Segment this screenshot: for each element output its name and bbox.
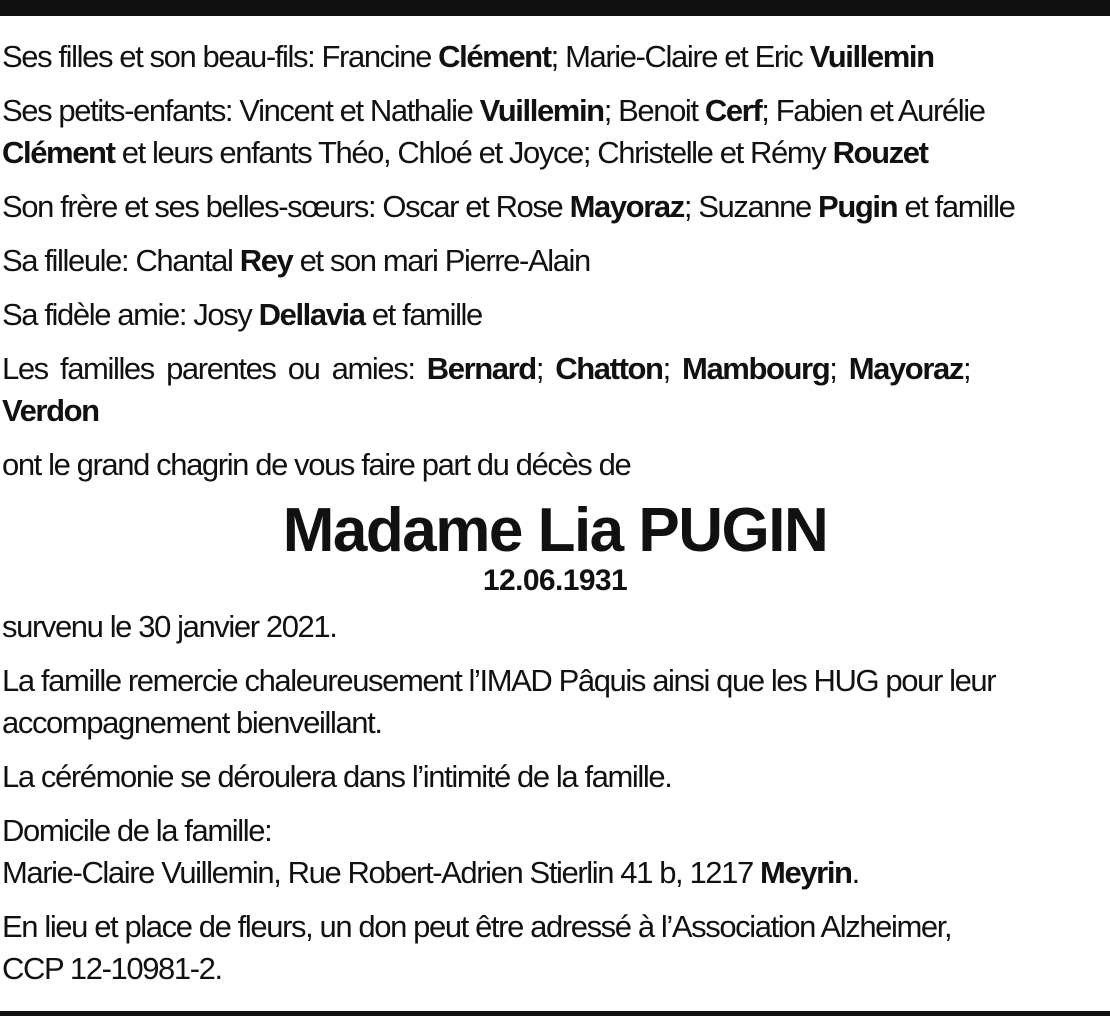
birth-date: 12.06.1931 [482, 564, 628, 597]
surname-bernard: Bernard [426, 351, 536, 386]
domicile-address: Marie-Claire Vuillemin, Rue Robert-Adrien Stierlin 41 b, 1217 [2, 855, 761, 890]
families-sep: ; [535, 351, 556, 386]
domicile-end: . [851, 855, 859, 890]
families-sep: ; [662, 351, 683, 386]
grandchildren-prefix: Ses petits-enfants: Vincent et Nathalie [2, 93, 480, 128]
siblings-prefix: Son frère et ses belles-sœurs: Oscar et Rose [2, 189, 570, 224]
families-prefix: Les familles parentes ou amies: [2, 351, 427, 386]
surname-verdon: Verdon [2, 393, 99, 428]
grandchildren-sep1: ; Benoit [603, 93, 705, 128]
obituary-notice [2, 36, 1108, 1002]
surname-clement-2: Clément [2, 135, 115, 170]
friend-prefix: Sa fidèle amie: Josy [2, 297, 259, 332]
families-last-sep: ; [962, 351, 971, 386]
surname-vuillemin-2: Vuillemin [479, 93, 604, 128]
families-sep: ; [829, 351, 849, 386]
friend-suffix: et famille [364, 297, 482, 332]
siblings-line [2, 186, 1108, 228]
siblings-sep1: ; Suzanne [683, 189, 819, 224]
friend-line [2, 294, 1108, 336]
domicile-block [2, 810, 1108, 894]
domicile-city: Meyrin [760, 855, 852, 890]
siblings-suffix: et famille [897, 189, 1015, 224]
daughters-line [2, 36, 1108, 78]
donation-line1: En lieu et place de fleurs, un don peut être adressé à l’Association Alzheimer, [2, 909, 952, 944]
surname-clement: Clément [438, 39, 551, 74]
surname-chatton: Chatton [555, 351, 663, 386]
daughters-middle: ; Marie-Claire et Eric [550, 39, 810, 74]
domicile-label: Domicile de la famille: [2, 813, 272, 848]
death-date-line: survenu le 30 janvier 2021. [2, 609, 337, 644]
announcement-line: ont le grand chagrin de vous faire part du décès de [2, 447, 631, 482]
surname-mambourg: Mambourg [682, 351, 830, 386]
donation-block [2, 906, 1108, 990]
families-line [2, 348, 1108, 432]
surname-pugin: Pugin [818, 189, 898, 224]
goddaughter-line [2, 240, 1108, 282]
deceased-block [2, 498, 1108, 598]
surname-cerf: Cerf [704, 93, 762, 128]
surname-vuillemin: Vuillemin [809, 39, 934, 74]
goddaughter-prefix: Sa filleule: Chantal [2, 243, 240, 278]
top-rule [0, 0, 1110, 16]
grandchildren-sep2: ; Fabien et Aurélie [761, 93, 985, 128]
deceased-name: Madame Lia PUGIN [282, 496, 828, 565]
grandchildren-sep3: et leurs enfants Théo, Chloé et Joyce; Christelle et Rémy [114, 135, 833, 170]
surname-rey: Rey [239, 243, 293, 278]
bottom-rule [0, 1011, 1110, 1016]
grandchildren-line [2, 90, 1108, 174]
donation-ccp: CCP 12-10981-2. [2, 951, 222, 986]
daughters-prefix: Ses filles et son beau-fils: Francine [2, 39, 439, 74]
thanks-line: La famille remercie chaleureusement l’IMAD Pâquis ainsi que les HUG pour leur accompagnement bienveillant. [2, 663, 996, 740]
goddaughter-suffix: et son mari Pierre-Alain [292, 243, 590, 278]
surname-rouzet: Rouzet [832, 135, 928, 170]
ceremony-line: La cérémonie se déroulera dans l’intimité de la famille. [2, 759, 672, 794]
surname-dellavia: Dellavia [258, 297, 365, 332]
surname-mayoraz: Mayoraz [569, 189, 684, 224]
surname-mayoraz-2: Mayoraz [848, 351, 963, 386]
